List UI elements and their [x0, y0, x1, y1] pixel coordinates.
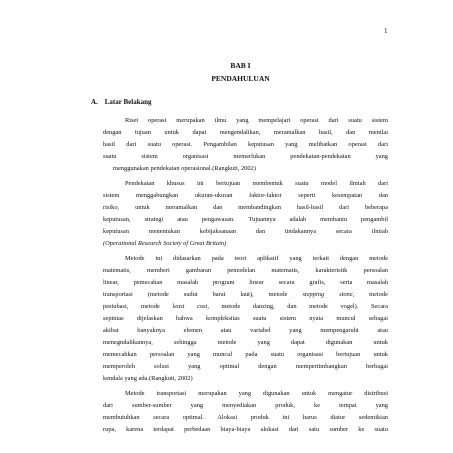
paragraph [103, 178, 388, 250]
text-line: dari sumber-sumber yang menyediakan produk, ke tempat yang [103, 402, 388, 409]
text-line: Pendekatan khusus ini bertujuan membentuk suatu model ilmiah dari [125, 180, 388, 187]
text-line: kendala yang ada.(Rangkuti, 2002) [103, 375, 193, 382]
text-line: suatu sistem organisasi memerlukan pendekatan-pendekatan yang [103, 153, 388, 160]
italic-term: stepping stone [302, 291, 353, 298]
chapter-label: BAB I [230, 61, 251, 70]
paragraph [103, 253, 388, 385]
text-line: (Operational Research Society of Great Britain) [103, 240, 227, 247]
text-line: Metode ini didasarkan pada teori aplikatif yang terkait dengan metode [125, 255, 388, 262]
text-line: memperoleh solusi yang optimal dengan mempertimbangkan berbagai [103, 363, 388, 370]
page-number: 1 [384, 27, 388, 35]
text-line: sepintas dijelaskan bahwa kompleksitas suatu sistem nyata muncul sebagai [103, 315, 388, 322]
text-line: Metode transportasi merupakan yang digunakan untuk mengatur distribusi [125, 390, 388, 397]
text-line: akibat banyaknya elemen atau variabel yang mempengaruhi atau [103, 327, 388, 334]
italic-term: least cost [172, 303, 208, 310]
text-line: rupa, karena terdapat perbedaan biaya-biaya alokasi dari satu sumber ke suatu [103, 426, 388, 433]
text-line: dengan tujuan untuk dapat mengendalikan, meramalkan hasil, dan menilai [103, 129, 388, 136]
text-line: risiko, untuk meramalkan dan membandingkan hasil-hasil dari beberapa [103, 204, 388, 211]
text-line: menegndalikannya, sehingga metode yang dapat digunakan untuk [103, 339, 388, 346]
text-line: memecahkan persoalan yang muncul pada suatu organisasi bertujuan untuk [103, 351, 388, 358]
text-line: keputusan, strategi atau pengawasan. Tujuannya adalah membantu pengambil [103, 216, 388, 223]
text-line: keputusan menentukan kebijaksanaan dan tindakannya secara ilmiah [103, 228, 388, 235]
section-title: Latar Belakang [104, 98, 152, 106]
text-line: matematis, memberi gambaran pemodelan matematis, karakteristik persoalan [103, 267, 388, 274]
text-line: Riset operasi merupakan ilmu yang mempelajari operasi dari suatu sistem [125, 117, 388, 124]
paragraph [103, 115, 388, 175]
section-heading [91, 98, 152, 107]
text-line: hasil dari suatu operasi. Pengambilan keputusan yang melibatkan operasi dari [103, 141, 388, 148]
paragraph [103, 388, 388, 436]
text-line: sistem menggabungkan ukuran-ukuran faktor-faktor seperti kesempatan dan [103, 192, 388, 199]
text-line: pestubasi, metode least cost, metode danzing, dan metode vogel). Secara [103, 303, 389, 310]
chapter-title: PENDAHULUAN [211, 74, 270, 83]
text-line: transportasi (metode sudut barat laut), metode stepping stone, metode [103, 291, 388, 298]
text-line: linear, pemecahan masalah program linear secara grafis, serta masalah [103, 279, 388, 286]
body-text [103, 115, 388, 439]
text-line: menggunakan pendekatan operasional.(Rangkuti, 2002) [113, 165, 256, 172]
section-letter: A. [91, 98, 98, 106]
text-line: membutuhkan secara optimal. Alokasi produk ini harus diatur sedemikian [103, 414, 388, 421]
